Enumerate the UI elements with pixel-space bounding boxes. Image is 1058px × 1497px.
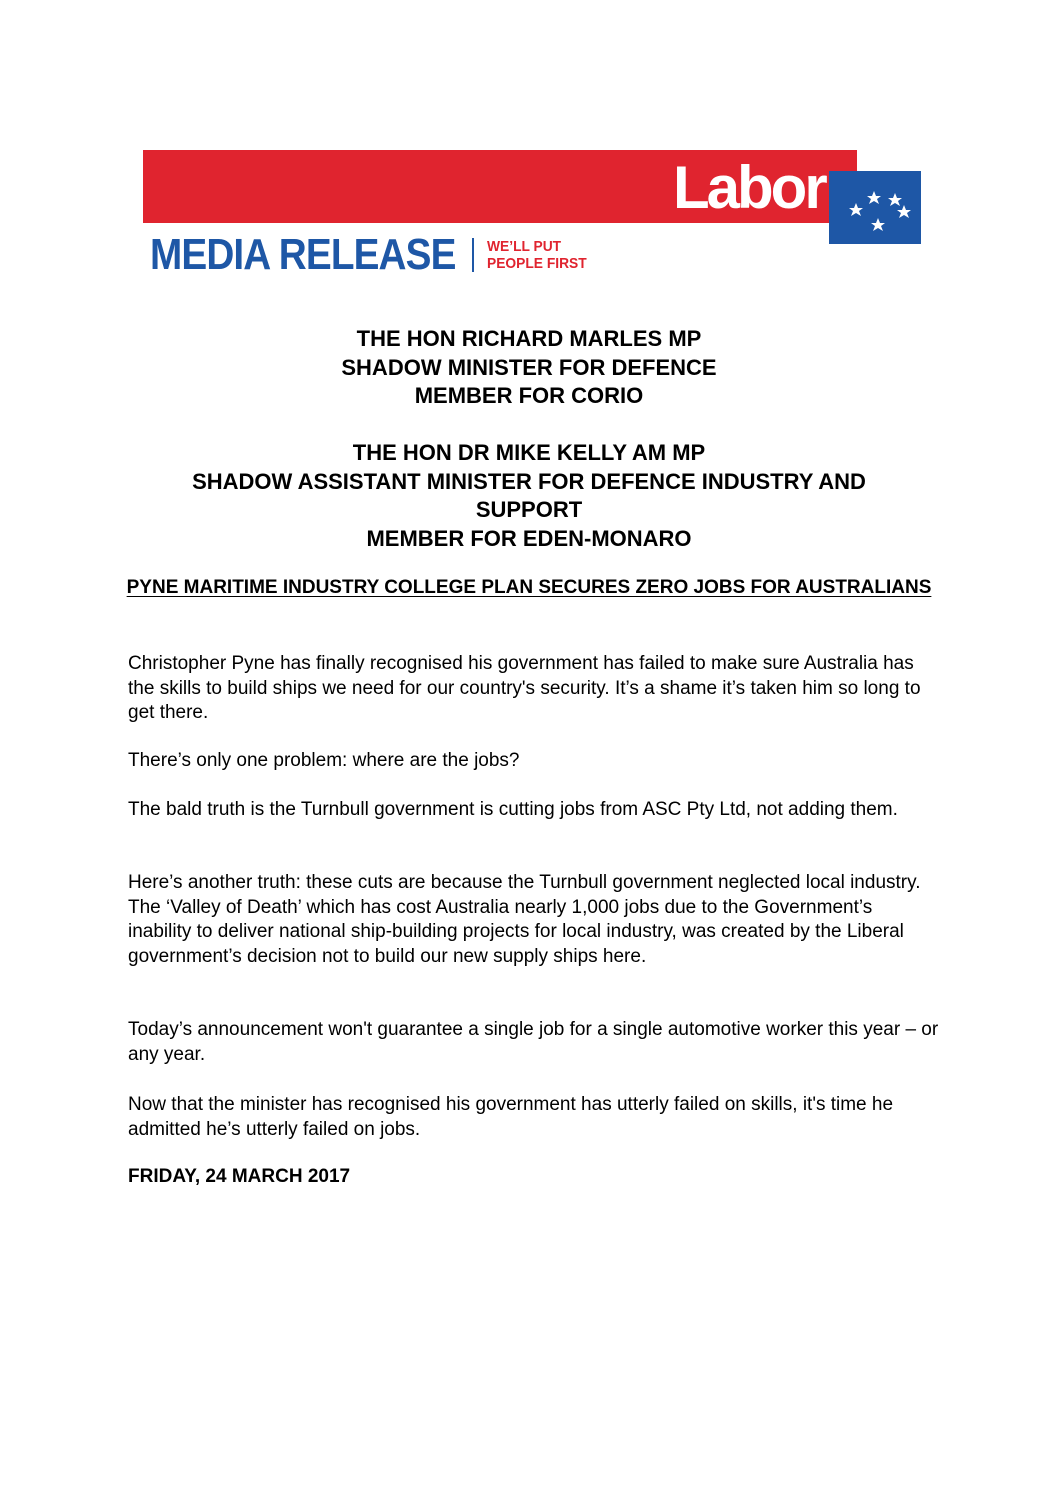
minister-name: THE HON RICHARD MARLES MP — [356, 326, 702, 351]
tagline — [487, 238, 587, 272]
minister-portfolio: SHADOW ASSISTANT MINISTER FOR DEFENCE INDUSTRY AND — [192, 468, 866, 494]
header-divider — [472, 238, 474, 272]
paragraph-text: Here’s another truth: these cuts are because the Turnbull government neglected local industry. The ‘Valley of Death’ which has cost Australia nearly 1,000 jobs due to the Government’s inability to deliver national ship-building projects for local industry, was created by the Liberal government’s decision not to build our new supply ships here. — [128, 872, 921, 967]
labor-logo-wordmark: Labor — [673, 154, 825, 221]
minister-block-marles — [100, 325, 958, 411]
paragraph-text: Today’s announcement won't guarantee a single job for a single automotive worker this year – or any year. — [128, 1019, 939, 1065]
tagline-line-1: WE’LL PUT — [487, 238, 562, 255]
paragraph-text: Christopher Pyne has finally recognised his government has failed to make sure Australia has the skills to build ships we need for our country's security. It’s a shame it’s taken him so long to get there. — [128, 653, 921, 723]
body-paragraph-4 — [128, 871, 940, 969]
body-paragraph-3 — [128, 798, 940, 823]
release-date: FRIDAY, 24 MARCH 2017 — [128, 1166, 351, 1187]
minister-portfolio: SHADOW MINISTER FOR DEFENCE — [341, 354, 717, 380]
release-title — [120, 575, 938, 600]
minister-name: THE HON DR MIKE KELLY AM MP — [352, 440, 706, 465]
body-paragraph-5 — [128, 1018, 940, 1067]
minister-block-kelly — [100, 439, 958, 553]
tagline-line-2: PEOPLE FIRST — [487, 255, 587, 272]
body-paragraph-2 — [128, 749, 940, 774]
paragraph-text: There’s only one problem: where are the jobs? — [128, 750, 520, 771]
southern-cross-flag-icon — [829, 171, 921, 244]
minister-electorate: MEMBER FOR CORIO — [414, 383, 644, 408]
paragraph-text: The bald truth is the Turnbull government is cutting jobs from ASC Pty Ltd, not adding them. — [128, 799, 898, 820]
minister-electorate: MEMBER FOR EDEN-MONARO — [366, 525, 692, 551]
media-release-label: MEDIA RELEASE — [150, 230, 456, 279]
body-paragraph-6 — [128, 1093, 940, 1142]
body-paragraph-1 — [128, 652, 940, 726]
paragraph-text: Now that the minister has recognised his government has utterly failed on skills, it's time he admitted he’s utterly failed on jobs. — [128, 1094, 894, 1140]
release-title-text: PYNE MARITIME INDUSTRY COLLEGE PLAN SECURES ZERO JOBS FOR AUSTRALIANS — [126, 577, 932, 598]
minister-portfolio-cont: SUPPORT — [475, 497, 583, 522]
